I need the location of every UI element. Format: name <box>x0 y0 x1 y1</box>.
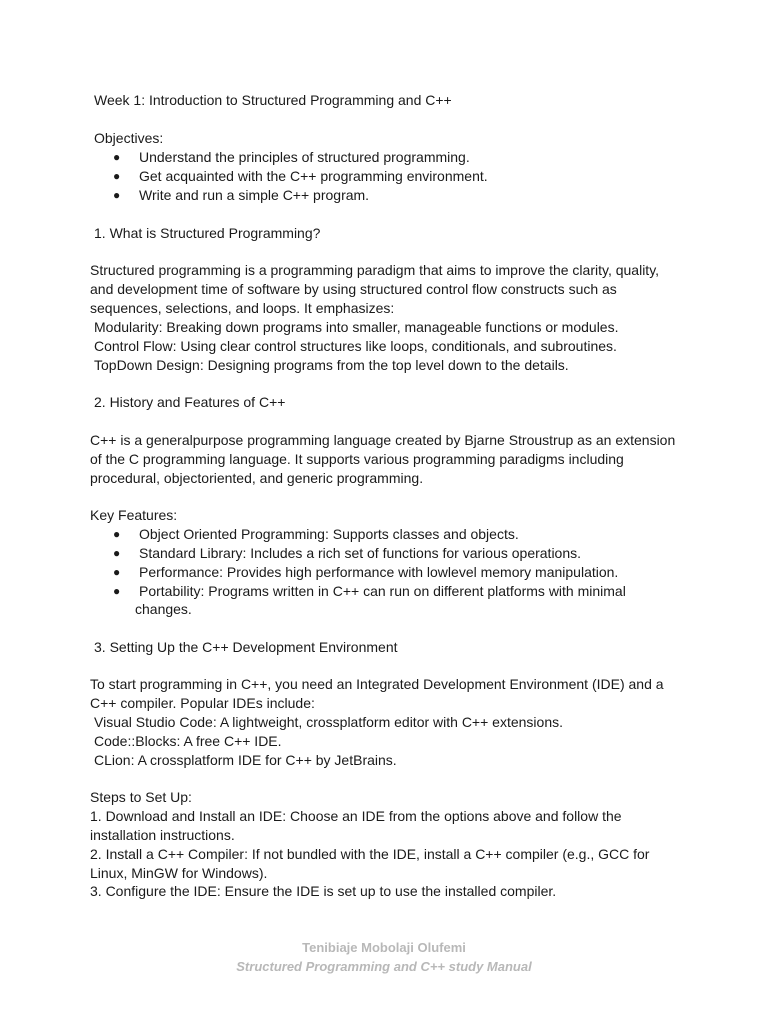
bullet-glyph: ● <box>113 188 121 202</box>
bullet-glyph: ● <box>113 150 121 164</box>
ide-visual-studio-code: Visual Studio Code: A lightweight, crossplatform editor with C++ extensions. <box>94 714 563 730</box>
bullet-glyph: ● <box>113 584 121 598</box>
step-line: 1. Download and Install an IDE: Choose an IDE from the options above and follow the <box>90 808 622 824</box>
bullet-glyph: ● <box>113 169 121 183</box>
feature-text: Performance: Provides high performance with lowlevel memory manipulation. <box>139 564 619 580</box>
footer-author: Tenibiaje Mobolaji Olufemi <box>302 940 466 955</box>
point-topdown-design: TopDown Design: Designing programs from the top level down to the details. <box>94 357 569 373</box>
step-line: 3. Configure the IDE: Ensure the IDE is set up to use the installed compiler. <box>90 883 557 899</box>
objective-text: Get acquainted with the C++ programming environment. <box>139 168 488 184</box>
paragraph-line: To start programming in C++, you need an Integrated Development Environment (IDE) and a <box>90 676 664 692</box>
objective-text: Understand the principles of structured programming. <box>139 149 470 165</box>
paragraph-line: C++ is a generalpurpose programming language created by Bjarne Stroustrup as an extension <box>90 432 676 448</box>
point-control-flow: Control Flow: Using clear control structures like loops, conditionals, and subroutines. <box>94 338 617 354</box>
section1-heading: 1. What is Structured Programming? <box>94 225 321 241</box>
paragraph-line: and development time of software by using structured control flow constructs such as <box>90 281 617 297</box>
ide-clion: CLion: A crossplatform IDE for C++ by JetBrains. <box>94 752 397 768</box>
footer-manual-title: Structured Programming and C++ study Manual <box>236 959 532 974</box>
point-modularity: Modularity: Breaking down programs into smaller, manageable functions or modules. <box>94 319 619 335</box>
paragraph-line: of the C programming language. It supports various programming paradigms including <box>90 451 624 467</box>
ide-codeblocks: Code::Blocks: A free C++ IDE. <box>94 733 282 749</box>
step-line: 2. Install a C++ Compiler: If not bundled with the IDE, install a C++ compiler (e.g., GCC for <box>90 846 650 862</box>
paragraph-line: sequences, selections, and loops. It emphasizes: <box>90 300 395 316</box>
paragraph-line: C++ compiler. Popular IDEs include: <box>90 695 315 711</box>
steps-heading: Steps to Set Up: <box>90 789 192 805</box>
section2-heading: 2. History and Features of C++ <box>94 394 286 410</box>
paragraph-line: procedural, objectoriented, and generic programming. <box>90 470 424 486</box>
objectives-heading: Objectives: <box>94 130 164 146</box>
feature-text: Object Oriented Programming: Supports classes and objects. <box>139 526 519 542</box>
bullet-glyph: ● <box>113 527 121 541</box>
page-title: Week 1: Introduction to Structured Programming and C++ <box>94 92 452 108</box>
section3-heading: 3. Setting Up the C++ Development Environment <box>94 639 398 655</box>
paragraph-line: Structured programming is a programming paradigm that aims to improve the clarity, quality, <box>90 262 660 278</box>
key-features-heading: Key Features: <box>90 507 178 523</box>
step-line: Linux, MinGW for Windows). <box>90 865 268 881</box>
feature-text: Standard Library: Includes a rich set of functions for various operations. <box>139 545 582 561</box>
feature-text: Portability: Programs written in C++ can run on different platforms with minimal <box>139 583 626 599</box>
feature-continuation: changes. <box>135 601 192 617</box>
step-line: installation instructions. <box>90 827 235 843</box>
bullet-glyph: ● <box>113 546 121 560</box>
bullet-glyph: ● <box>113 565 121 579</box>
objective-text: Write and run a simple C++ program. <box>139 187 370 203</box>
